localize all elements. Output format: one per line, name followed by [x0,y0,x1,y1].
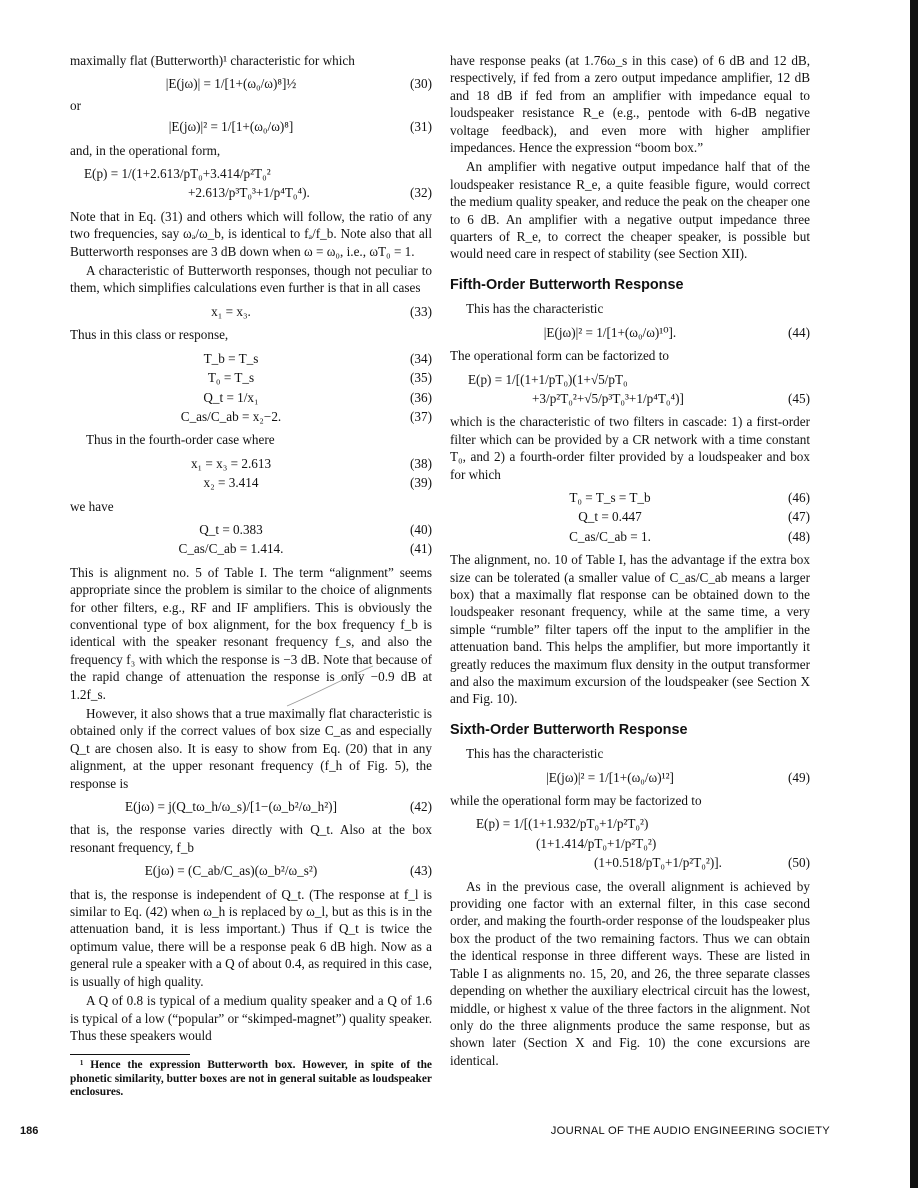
paragraph: have response peaks (at 1.76ω_s in this case) of 6 dB and 12 dB, respectively, if fed from a zero output impedance amplifier, 12 dB and 18 dB if fed from an amplifier with impedance equal to loudspeaker resistance R_e (e.g., pentode with 6-dB negative voltage feedback), and even more with higher amplifier impedances. Hence the expression “boom box.” [450,53,810,156]
equation-32: E(p) = 1/(1+2.613/pT₀+3.414/p²T₀² +2.613/p³T₀³+1/p⁴T₀⁴). (32) [84,166,432,201]
right-column [450,52,810,1071]
equation-44: |E(jω)|² = 1/[1+(ω₀/ω)¹⁰]. (44) [543,324,810,340]
paragraph: and, in the operational form, [70,142,221,158]
scan-edge-bar [910,0,918,1188]
paragraph: we have [70,498,114,514]
paragraph: A Q of 0.8 is typical of a medium quality speaker and a Q of 1.6 is typical of a low (“popular” or “skimped-magnet”) quality speaker. Thus these speakers would [70,993,432,1043]
equation-33: x₁ = x₃. (33) [211,303,432,319]
paragraph: The operational form can be factorized to [450,348,669,364]
paragraph: This has the characteristic [466,746,604,762]
equation-42: E(jω) = j(Q_tω_h/ω_s)/[1−(ω_b²/ω_h²)] (42) [125,799,432,815]
paragraph: Thus in this class or response, [70,327,229,343]
left-column [70,52,432,1102]
paragraph: which is the characteristic of two filters in cascade: 1) a first-order filter which can be provided by a CR network with a time constant T₀, and 2) a fourth-order filter provided by a loudspeaker and box for which [450,414,810,482]
paragraph: However, it also shows that a true maximally flat characteristic is obtained only if the correct values of box size C_as and especially Q_t are chosen also. It is easy to show from Eq. (20) that in any alignment, at the upper resonant frequency (f_h of Fig. 5), the response is [70,706,432,791]
paragraph: Thus in the fourth-order case where [86,432,275,448]
section-heading-sixth-order: Sixth-Order Butterworth Response [450,721,688,738]
equation-45: E(p) = 1/[(1+1/pT₀)(1+√5/pT₀ +3/p²T₀²+√5/p³T₀³+1/p⁴T₀⁴)] (45) [468,371,810,406]
equations-40-41: Q_t = 0.383 (40) C_as/C_ab = 1.414. (41) [178,521,432,557]
equation-49: |E(jω)|² = 1/[1+(ω₀/ω)¹²] (49) [546,769,810,785]
equation-31: |E(jω)|² = 1/[1+(ω₀/ω)⁸] (31) [168,119,432,135]
paragraph: while the operational form may be factorized to [450,793,702,809]
paragraph: This has the characteristic [466,301,604,317]
equations-34-37: T_b = T_s (34) T₀ = T_s (35) Q_t = 1/x₁ (36) C_as/C_ab = x₂−2. (37) [180,350,432,424]
pencil-stroke-mark [285,664,375,708]
paragraph: Note that in Eq. (31) and others which will follow, the ratio of any two frequencies, say ωₐ/ω_b, is identical to fₐ/f_b. Note also that all Butterworth responses are 3 dB down when ω = ω₀, i.e., ωT₀ = 1. [70,208,432,259]
paragraph: This is alignment no. 5 of Table I. The term “alignment” seems appropriate since the problem is similar to the choice of alignments for other filters, e.g., RF and IF amplifiers. This is obviously the conventional type of box alignment, for the box frequency f_b is identical with the speaker resonant frequency f_s, and also the frequency f₃ with which the response is −3 dB. Note that because of the rapid change of attenuation the response is only −0.9 dB at 1.2f_s. [70,564,432,702]
paragraph: that is, the response varies directly with Q_t. Also at the box resonant frequency, f_b [70,822,432,855]
paragraph: The alignment, no. 10 of Table I, has the advantage if the extra box size can be tolerated (a smaller value of C_as/C_ab means a larger box) that a maximally flat response can be obtained down to the loudspeaker resonant frequency, while at the same time, a very simple “rumble” filter tapers off the input to the amplifier in the attenuation band. This helps the amplifier, but more importantly it greatly reduces the maximum flux density in the output transformer and also the maximum excursion of the loudspeaker (see Section X and Fig. 10). [450,552,810,707]
equation-30: |E(jω)| = 1/[1+(ω₀/ω)⁸]½ (30) [165,76,432,92]
or-word: or [70,97,81,113]
section-heading-fifth-order: Fifth-Order Butterworth Response [450,276,684,293]
equation-43: E(jω) = (C_ab/C_as)(ω_b²/ω_s²) (43) [144,863,432,879]
page-number: 186 [20,1125,39,1137]
journal-title: JOURNAL OF THE AUDIO ENGINEERING SOCIETY [550,1125,830,1137]
paragraph: A characteristic of Butterworth responses, though not peculiar to them, which simplifies calculations even further is that in all cases [70,263,432,296]
paragraph: that is, the response is independent of Q_t. (The response at f_l is similar to Eq. (42) when ω_h is replaced by ω_l, but as this is in the attenuation band, it is less important.) Thus if Q_t is twice the optimum value, there will be a response peak 6 dB high. Now as a general rule a speaker with a Q of about 0.4, as required in this case, is usually of high quality. [70,886,432,989]
paragraph: maximally flat (Butterworth)¹ characteristic for which [70,53,355,68]
footnote: ¹ Hence the expression Butterworth box. However, in spite of the phonetic similarity, butter boxes are not in general suitable as loudspeaker enclosures. [70,1059,432,1099]
equations-38-39: x₁ = x₃ = 2.613 (38) x₂ = 3.414 (39) [190,455,432,491]
equation-50: E(p) = 1/[(1+1.932/pT₀+1/p²T₀²) (1+1.414/pT₀+1/p²T₀²) (1+0.518/pT₀+1/p²T₀²)]. (50) [476,816,810,871]
paragraph: An amplifier with negative output impedance half that of the loudspeaker resistance R_e, a quite feasible figure, would correct the medium quality speaker, and reduce the peak on the cheaper one to 6 dB. An amplifier with a negative output impedance three quarters of R_e, to correct the cheaper speaker, is possible but would need care in respect of stability (see Section XII). [450,159,810,262]
paragraph: As in the previous case, the overall alignment is achieved by providing one factor with an external filter, in this case second order, and making the fourth-order response of the loudspeaker plus box the product of the two remaining factors. Thus we can obtain the identical response in three different ways. These are listed in Table I as alignments no. 15, 20, and 26, the three separate classes depending on whether the auxiliary electrical circuit has the lowest, middle, or highest x value of the three factors in the alignment. Not only do the three alignments produce the same response, but as shown later (Section X and Fig. 10) the cone excursions are identical. [450,878,810,1068]
equations-46-48: T₀ = T_s = T_b (46) Q_t = 0.447 (47) C_as/C_ab = 1. (48) [569,489,810,544]
